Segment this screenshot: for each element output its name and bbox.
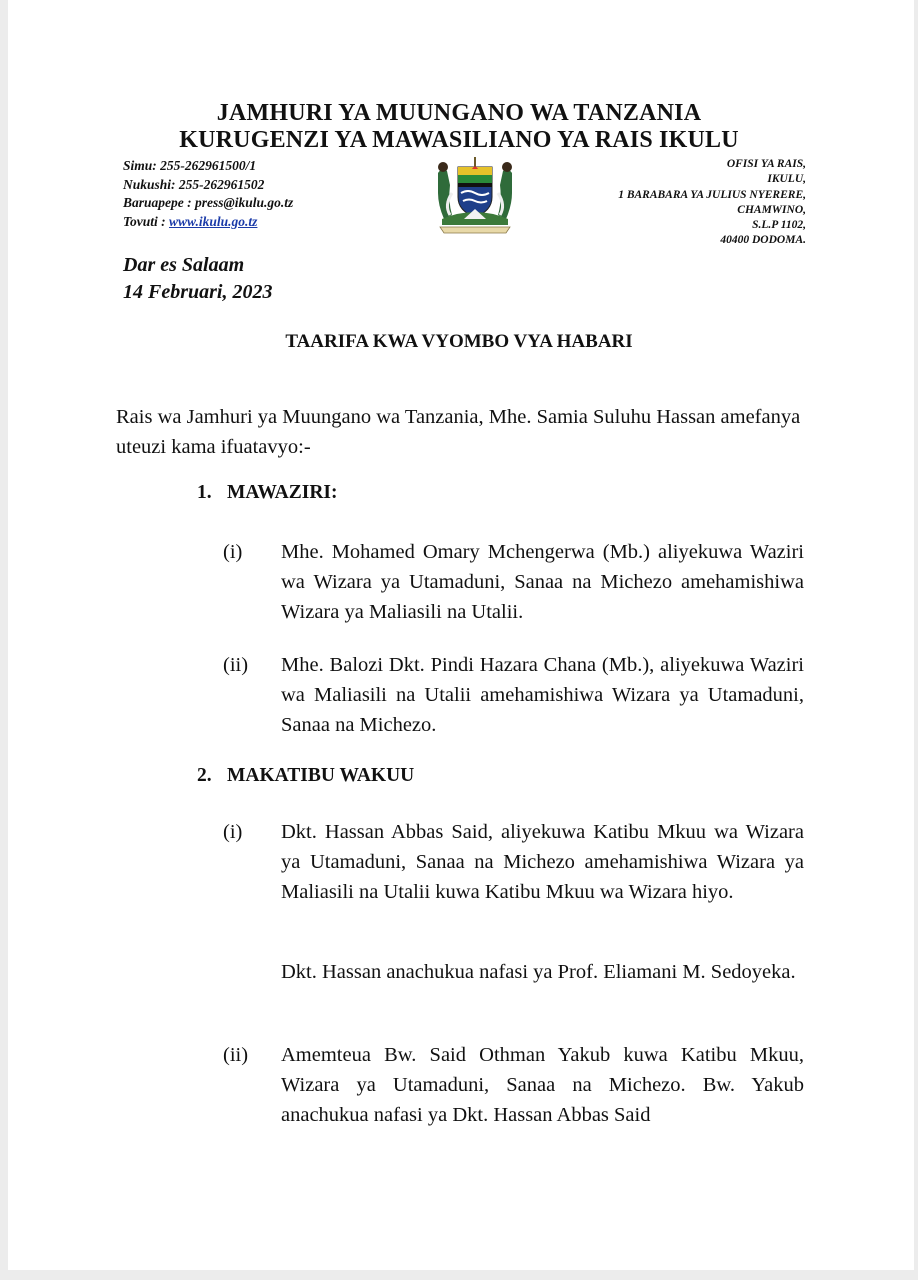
address-line: IKULU, <box>767 173 806 186</box>
coat-of-arms-icon <box>428 153 522 235</box>
address-line: 40400 DODOMA. <box>720 234 806 247</box>
item-text: Amemteua Bw. Said Othman Yakub kuwa Katibu Mkuu, Wizara ya Utamaduni, Sanaa na Michezo. Bw. Yakub anachukua nafasi ya Dkt. Hassan Abbas Said <box>281 1044 804 1126</box>
section-title: MAWAZIRI: <box>227 482 338 503</box>
address-line: S.L.P 1102, <box>752 219 806 232</box>
address-line: 1 BARABARA YA JULIUS NYERERE, <box>618 188 806 201</box>
section-title: MAKATIBU WAKUU <box>227 765 415 786</box>
phone-number: Simu: 255-262961500/1 <box>123 158 257 173</box>
website-label: Tovuti : <box>123 213 170 229</box>
contact-right <box>618 157 806 249</box>
date-block <box>123 252 272 306</box>
header-title-line2: KURUGENZI YA MAWASILIANO YA RAIS IKULU <box>179 127 739 153</box>
item-number: (ii) <box>223 1044 249 1066</box>
website-link[interactable]: www.ikulu.go.tz <box>169 213 258 229</box>
item-number: (ii) <box>223 654 249 676</box>
item-text: Dkt. Hassan Abbas Said, aliyekuwa Katibu Mkuu wa Wizara ya Utamaduni, Sanaa na Michezo amehamishiwa Wizara ya Maliasili na Utalii kuwa Katibu Mkuu wa Wizara hiyo. <box>281 821 804 903</box>
section-heading <box>197 482 338 504</box>
website-line <box>123 213 293 232</box>
address-line: CHAMWINO, <box>737 203 806 216</box>
item-extra-text: Dkt. Hassan anachukua nafasi ya Prof. Eliamani M. Sedoyeka. <box>281 961 796 983</box>
section-heading <box>197 765 414 787</box>
notice-title: TAARIFA KWA VYOMBO VYA HABARI <box>285 331 633 352</box>
contact-left <box>123 157 293 231</box>
item-number: (i) <box>223 821 243 843</box>
item-number: (i) <box>223 541 243 563</box>
email-address: Baruapepe : press@ikulu.go.tz <box>123 195 294 210</box>
header-title-line1: JAMHURI YA MUUNGANO WA TANZANIA <box>216 100 702 126</box>
section-number: 2. <box>197 765 212 786</box>
address-line: OFISI YA RAIS, <box>726 158 806 170</box>
section-number: 1. <box>197 482 212 503</box>
item-text: Mhe. Balozi Dkt. Pindi Hazara Chana (Mb.), aliyekuwa Waziri wa Maliasili na Utalii amehamishiwa Wizara ya Utamaduni, Sanaa na Michezo. <box>281 654 804 736</box>
intro-paragraph: Rais wa Jamhuri ya Muungano wa Tanzania, Mhe. Samia Suluhu Hassan amefanya uteuzi kama ifuatavyo:- <box>116 406 801 458</box>
date: 14 Februari, 2023 <box>123 281 273 303</box>
fax-number: Nukushi: 255-262961502 <box>123 176 265 192</box>
place: Dar es Salaam <box>123 254 245 276</box>
item-text: Mhe. Mohamed Omary Mchengerwa (Mb.) aliyekuwa Waziri wa Wizara ya Utamaduni, Sanaa na Michezo amehamishiwa Wizara ya Maliasili na Utalii. <box>281 541 804 623</box>
